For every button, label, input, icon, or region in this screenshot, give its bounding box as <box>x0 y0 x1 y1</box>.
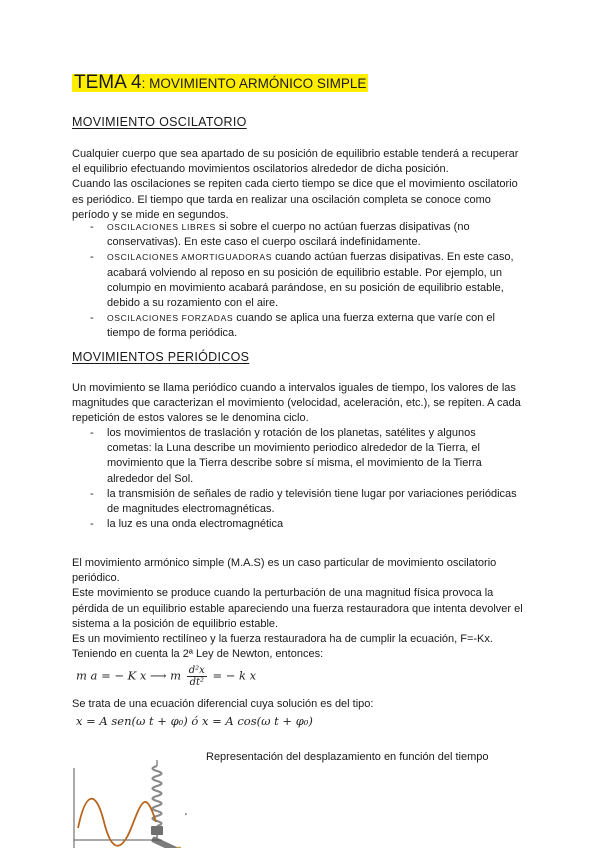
displacement-sine-wave <box>78 799 156 846</box>
text-line: magnitudes que caracterizan el movimiento (velocidad, aceleración, etc.), se repiten. A cada <box>72 397 521 410</box>
text-line: Cuando las oscilaciones se repiten cada cierto tiempo se dice que el movimiento oscilatorio <box>72 178 518 191</box>
section-heading-oscillatory: MOVIMIENTO OSCILATORIO <box>72 115 247 129</box>
text-line: El movimiento armónico simple (M.A.S) es un caso particular de movimiento oscilatorio <box>72 557 497 569</box>
periodic-examples-list <box>72 426 532 532</box>
figure-caption: Representación del desplazamiento en función del tiempo <box>206 751 489 763</box>
bullet-dash: - <box>90 251 94 264</box>
text-line: movimiento que la Tierra describe sobre sí misma, el movimiento de la Tierra <box>107 457 482 470</box>
text-line: tiempo de forma periódica. <box>107 327 238 340</box>
list-item <box>72 487 532 517</box>
mas-description <box>72 556 534 662</box>
text-line: Este movimiento se produce cuando la perturbación de una magnitud física provoca la <box>72 587 494 600</box>
text-line: Un movimiento se llama periódico cuando a intervalos iguales de tiempo, los valores de las <box>72 382 516 394</box>
text-line: columpio en movimiento acabará parándose, en su posición de equilibrio estable, <box>107 281 504 294</box>
solution-intro: Se trata de una ecuación diferencial cuya solución es del tipo: <box>72 698 374 710</box>
text-line: cuando actúan fuerzas disipativas. En este caso, <box>272 251 514 264</box>
text-line: Teniendo en cuenta la 2ª Ley de Newton, entonces: <box>72 648 324 661</box>
title-main: TEMA 4 <box>74 72 142 93</box>
text-line: sistema a la posición de equilibrio estable. <box>72 617 279 630</box>
list-item <box>72 220 532 250</box>
text-line: cometas: la Luna describe un movimiento periodico alrededor de la Tierra, el <box>107 442 480 455</box>
equation-left: m a = − K x ⟶ m <box>76 668 182 683</box>
stray-mark: ' <box>185 812 187 823</box>
text-line: debido a su rozamiento con el aire. <box>107 297 279 310</box>
list-item <box>72 250 532 311</box>
term-damped-oscillations: OSCILACIONES AMORTIGUADORAS <box>107 252 273 263</box>
list-item <box>72 426 532 487</box>
text-line: de magnitudes electromagnéticas. <box>107 503 275 516</box>
text-line: Es un movimiento rectilíneo y la fuerza restauradora ha de cumplir la ecuación, F=-Kx. <box>72 633 493 646</box>
bullet-dash: - <box>90 518 94 531</box>
fraction-denominator: dt² <box>189 677 204 688</box>
text-line: pérdida de un equilibrio estable apareciendo una fuerza restauradora que intenta devolver el <box>72 602 523 615</box>
section1-intro <box>72 147 534 223</box>
text-line: alrededor del Sol. <box>107 472 194 485</box>
newton-equation <box>76 665 256 688</box>
list-item <box>72 311 532 341</box>
text-line: Cualquier cuerpo que sea apartado de su posición de equilibrio estable tenderá a recuperar <box>72 148 519 160</box>
bullet-dash: - <box>90 221 94 233</box>
text-line: el equilibrio efectuando movimientos oscilatorios alrededor de dicha posición. <box>72 163 449 176</box>
text-line: es periódico. El tiempo que tarda en realizar una oscilación completa se conoce como <box>72 193 491 206</box>
text-line: conservativas). En este caso el cuerpo oscilará indefinidamente. <box>107 236 421 249</box>
list-item <box>72 517 532 532</box>
text-line: la transmisión de señales de radio y televisión tiene lugar por variaciones periódicas <box>107 487 517 500</box>
document-title <box>72 72 368 94</box>
text-line: acabará volviendo al reposo en su posición de equilibrio estable. Por ejemplo, un <box>107 266 503 279</box>
text-line: período y se mide en segundos. <box>72 208 229 221</box>
fraction-numerator: d²x <box>188 665 205 676</box>
displacement-axes <box>74 768 162 848</box>
text-line: los movimientos de traslación y rotación de los planetas, satélites y algunos <box>107 427 476 439</box>
spring-oscillator-figure <box>72 760 202 848</box>
equation-right: = − k x <box>212 668 257 683</box>
title-highlight <box>72 74 368 92</box>
oscillation-types-list <box>72 220 532 342</box>
text-line: la luz es una onda electromagnética <box>107 518 284 531</box>
text-line: repetición de estos valores se le denomina ciclo. <box>72 412 309 425</box>
bullet-dash: - <box>90 312 94 325</box>
term-free-oscillations: OSCILACIONES LIBRES <box>107 222 216 232</box>
bullet-dash: - <box>90 427 94 439</box>
section2-intro <box>72 381 534 427</box>
title-subtitle: : MOVIMIENTO ARMÓNICO SIMPLE <box>141 76 367 91</box>
solution-equations: x = A sen(ω t + φ₀) ó x = A cos(ω t + φ₀) <box>76 714 313 728</box>
second-derivative-fraction <box>187 665 207 688</box>
text-line: cuando se aplica una fuerza externa que varíe con el <box>233 312 495 325</box>
bullet-dash: - <box>90 487 94 500</box>
section-heading-periodic: MOVIMIENTOS PERIÓDICOS <box>72 350 250 364</box>
term-forced-oscillations: OSCILACIONES FORZADAS <box>107 313 234 324</box>
text-line: si sobre el cuerpo no actúan fuerzas disipativas (no <box>215 221 470 233</box>
spring-illustration <box>151 760 182 848</box>
text-line: periódico. <box>72 572 120 585</box>
